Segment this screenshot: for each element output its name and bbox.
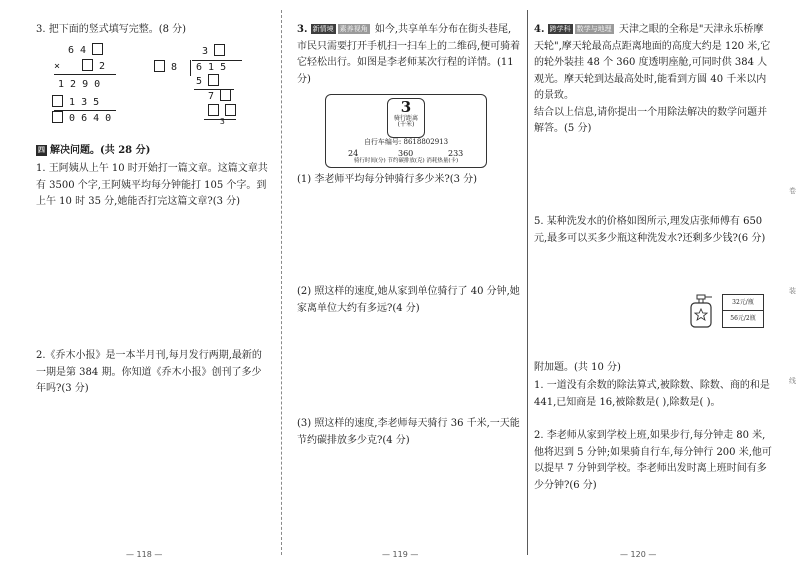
sub-question-1: (1) 李老师平均每分钟骑行多少米?(3 分) [297,174,478,185]
mult-row2: 2 [99,60,106,72]
page-number-119: — 119 — [382,550,419,559]
tag-math-geography: 数学与地理 [576,25,612,33]
blank-box[interactable] [225,104,236,116]
div-remainder: 3 [220,117,225,126]
section-solve-problems [36,143,268,160]
question-3-title: 3. 把下面的竖式填写完整。(8 分) [36,24,187,35]
bonus-question-1: 1. 一道没有余数的除法算式,被除数、除数、商的和是 441,已知商是 16,被除数是( ),除数是( )。 [534,380,770,408]
binding-mark-1: 卷 [789,187,796,195]
tag-new-context: 新情境 [312,25,334,33]
multiply-sign: × [54,60,61,72]
blank-box[interactable] [220,89,231,101]
blank-box[interactable] [154,60,165,72]
fold-divider-right [527,10,528,555]
mult-row4: 1 3 5 [69,96,100,108]
blank-box[interactable] [208,74,219,86]
sub-question-3: (3) 照这样的速度,李老师每天骑行 36 千米,一天能节约碳排放多少克?(4 分) [297,418,520,446]
distance-label: 骑行距离 [393,114,418,122]
section-number-icon: 四 [38,145,45,154]
div-quotient: 3 [202,46,209,57]
bonus-section-title: 附加题。(共 10 分) [534,362,621,373]
carbon-saved-value: 360 [398,149,414,158]
price-double: 56元/2瓶 [730,315,756,322]
column-middle [297,22,521,446]
blank-box[interactable] [92,43,103,55]
page-number-118: — 118 — [126,550,163,559]
mult-line [54,74,116,75]
div-bracket-side [190,60,191,76]
shampoo-price-figure [688,292,766,328]
distance-value: 3 [400,98,412,116]
blank-box[interactable] [82,59,93,71]
ride-stats-caption: 骑行时间(分) 节约碳排放(克) 消耗热量(卡) [353,158,459,164]
bike-number: 自行车编号: 8618802913 [363,138,449,146]
tag-interdisciplinary: 跨学科 [549,25,571,33]
distance-unit: (千米) [397,121,415,129]
price-single: 32元/瓶 [723,295,763,311]
shampoo-bottle-icon [688,294,718,328]
div-divisor: 8 [171,62,178,73]
column-left [36,22,268,394]
distance-badge [387,98,425,138]
bonus-question-2: 2. 李老师从家到学校上班,如果步行,每分钟走 80 米,他将迟到 5 分钟;如果骑自行车,每分钟行 200 米,他可以提早 7 分钟到学校。李老师出发时离上班时间有多少分钟?(6 分) [534,430,772,491]
blank-box[interactable] [208,104,219,116]
column-right [534,22,772,491]
question-number: 3. [297,24,308,35]
ride-details-card [325,94,487,168]
div-step2: 7 [208,91,215,102]
division-vertical [154,44,254,126]
page-number-120: — 120 — [620,550,657,559]
calories-value: 233 [448,149,464,158]
ride-time-value: 24 [348,149,359,158]
question-number: 4. [534,24,545,35]
sub-question-2: (2) 照这样的速度,她从家到单位骑行了 40 分钟,她家离单位大约有多远?(4 分) [297,286,520,314]
fold-divider-left [281,10,282,555]
binding-mark-3: 线 [789,377,796,385]
div-step1: 5 [196,76,203,87]
problem-2: 2.《乔木小报》是一本半月刊,每月发行两期,最新的一期是第 384 期。你知道《乔木小报》创刊了多少年吗?(3 分) [36,350,262,394]
question-4-task: 结合以上信息,请你提出一个用除法解决的数学问题并解答。(5 分) [534,106,768,134]
price-tag [722,294,764,328]
question-5: 5. 某种洗发水的价格如图所示,理发店张师傅有 650 元,最多可以买多少瓶这种洗发水?还剩多少钱?(6 分) [534,216,766,244]
problem-1: 1. 王阿姨从上午 10 时开始打一篇文章。这篇文章共有 3500 个字,王阿姨平均每分钟能打 105 个字。到上午 10 时 35 分,她能否打完这篇文章?(3 分) [36,163,268,207]
div-dividend: 6 1 5 [196,62,227,73]
question-3-intro [297,22,521,88]
question-4-text: 天津之眼的全称是"天津永乐桥摩天轮",摩天轮最高点距离地面的高度大约是 120 米,它的轮外装挂 48 个 360 度透明座舱,可同时供 384 人观光。摩天轮到达最高处时,能看到方圆 40 千米以内的景致。 [534,24,771,101]
blank-box[interactable] [52,95,63,107]
binding-mark-2: 装 [789,287,796,295]
tag-literacy: 素养视角 [339,25,368,33]
blank-box[interactable] [52,111,63,123]
mult-row5: 0 6 4 0 [69,112,112,124]
mult-row3: 1 2 9 0 [58,78,101,90]
mult-row1: 6 4 [68,44,87,56]
blank-box[interactable] [214,44,225,56]
question-3-text: 如今,共享单车分布在街头巷尾,市民只需要打开手机扫一扫车上的二维码,便可骑着它轻松出行。如图是李老师某次行程的详情。(11 分) [297,24,521,85]
question-4 [534,22,772,105]
section-title: 解决问题。(共 28 分) [50,144,151,156]
